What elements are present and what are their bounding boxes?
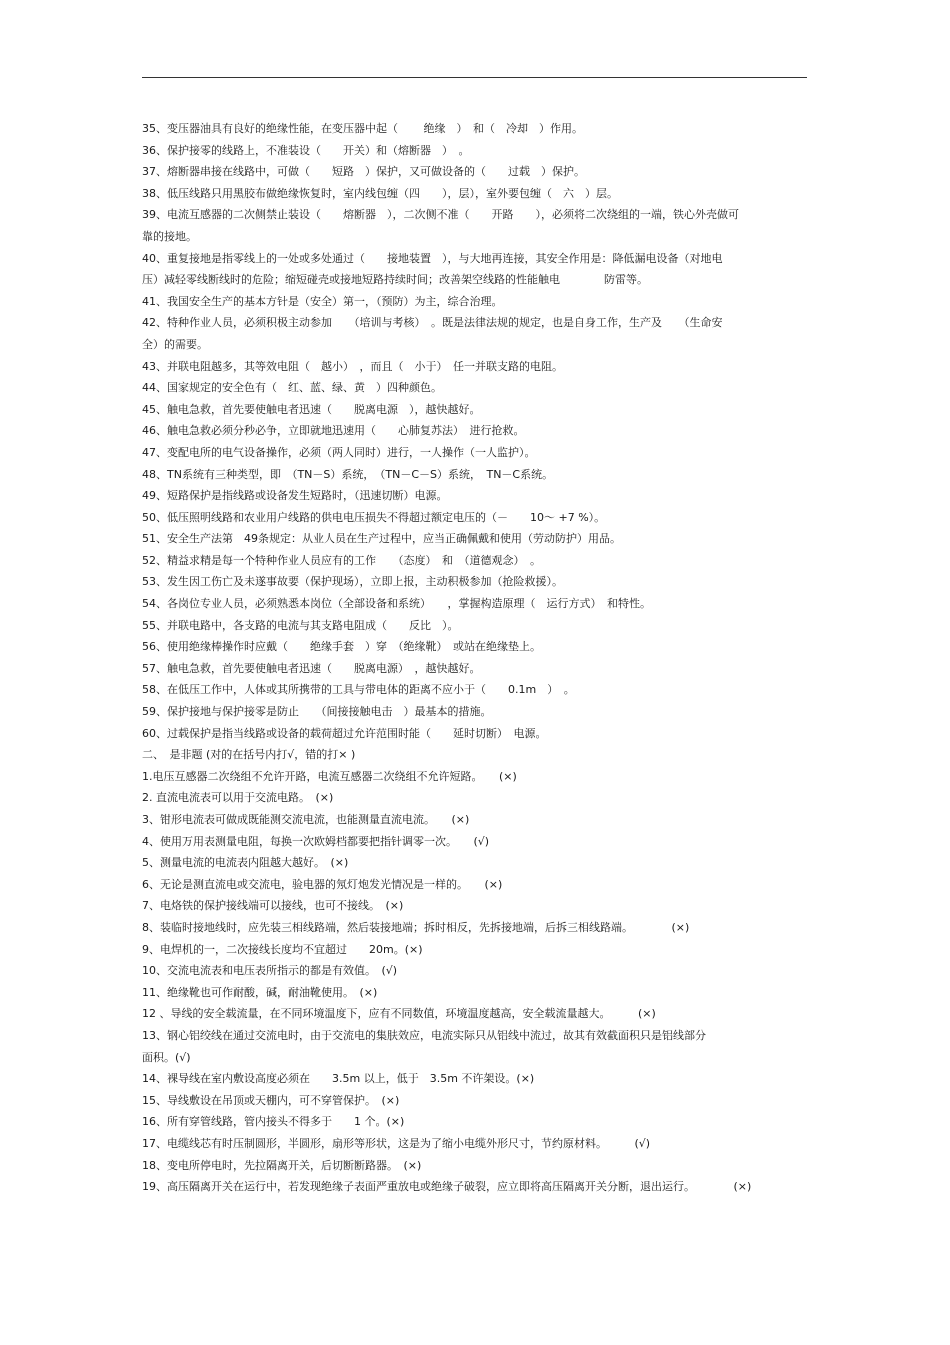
text-line: 靠的接地。 bbox=[142, 229, 197, 243]
text-line: 18、变电所停电时，先拉隔离开关，后切断断路器。 (×) bbox=[142, 1158, 422, 1172]
text-line: 二、 是非题 (对的在括号内打√，错的打× ) bbox=[142, 748, 356, 762]
text-line: 13、钢心铝绞线在通过交流电时，由于交流电的集肤效应，电流实际只从铝线中流过，故其有效截面积只是铝线部分 bbox=[142, 1028, 706, 1042]
text-line: 8、装临时接地线时，应先装三相线路端，然后装接地端；拆时相反，先拆接地端，后拆三相线路端。 (×) bbox=[142, 920, 690, 934]
text-line: 6、无论是测直流电或交流电，验电器的氖灯炮发光情况是一样的。 (×) bbox=[142, 877, 503, 891]
text-line: 14、裸导线在室内敷设高度必须在 3.5m 以上，低于 3.5m 不许架设。(×) bbox=[142, 1072, 535, 1086]
text-line: 54、各岗位专业人员，必须熟悉本岗位（全部设备和系统） ，掌握构造原理（ 运行方式） 和特性。 bbox=[142, 597, 651, 611]
text-line: 5、测量电流的电流表内阻越大越好。 (×) bbox=[142, 856, 349, 870]
text-line: 12 、导线的安全载流量，在不同环境温度下，应有不同数值，环境温度越高，安全载流量越大。 (×) bbox=[142, 1007, 656, 1021]
text-line: 9、电焊机的一，二次接线长度均不宜超过 20m。(×) bbox=[142, 942, 423, 956]
text-line: 57、触电急救，首先要使触电者迅速（ 脱离电源） ，越快越好。 bbox=[142, 661, 481, 675]
text-line: 17、电缆线芯有时压制圆形，半圆形，扇形等形状，这是为了缩小电缆外形尺寸，节约原材料。 (√) bbox=[142, 1136, 651, 1150]
text-line: 47、变配电所的电气设备操作，必须（两人同时）进行，一人操作（一人监护）。 bbox=[142, 445, 536, 459]
text-line: 51、安全生产法第 49条规定：从业人员在生产过程中，应当正确佩戴和使用（劳动防护）用品。 bbox=[142, 532, 621, 546]
text-line: 11、绝缘靴也可作耐酸，碱，耐油靴使用。 (×) bbox=[142, 985, 378, 999]
text-line: 40、重复接地是指零线上的一处或多处通过（ 接地装置 ），与大地再连接，其安全作用是：降低漏电设备（对地电 bbox=[142, 251, 723, 265]
text-line: 58、在低压工作中，人体或其所携带的工具与带电体的距离不应小于（ 0.1m ） 。 bbox=[142, 683, 575, 697]
text-line: 2. 直流电流表可以用于交流电路。 (×) bbox=[142, 791, 334, 805]
text-line: 4、使用万用表测量电阻，每换一次欧姆档都要把指针调零一次。 (√) bbox=[142, 834, 490, 848]
text-line: 52、精益求精是每一个特种作业人员应有的工作 （态度） 和 （道德观念） 。 bbox=[142, 553, 541, 567]
document-body bbox=[142, 118, 810, 1198]
text-line: 压）减轻零线断线时的危险；缩短碰壳或接地短路持续时间；改善架空线路的性能触电 防雷等。 bbox=[142, 273, 648, 287]
text-line: 19、高压隔离开关在运行中，若发现绝缘子表面严重放电或绝缘子破裂，应立即将高压隔离开关分断，退出运行。 (×) bbox=[142, 1180, 752, 1194]
text-line: 41、我国安全生产的基本方针是（安全）第一，（预防）为主，综合治理。 bbox=[142, 294, 503, 308]
text-line: 3、钳形电流表可做成既能测交流电流，也能测量直流电流。 (×) bbox=[142, 813, 470, 826]
text-line: 50、低压照明线路和农业用户线路的供电电压损失不得超过额定电压的（－ 10～ +7 %）。 bbox=[142, 510, 606, 524]
text-line: 42、特种作业人员，必须积极主动参加 （培训与考核） 。既是法律法规的规定，也是自身工作，生产及 （生命安 bbox=[142, 316, 723, 330]
text-line: 49、短路保护是指线路或设备发生短路时，（迅速切断）电源。 bbox=[142, 489, 448, 503]
text-line: 10、交流电流表和电压表所指示的都是有效值。 (√) bbox=[142, 964, 398, 978]
text-line: 面积。(√) bbox=[142, 1050, 191, 1064]
text-line: 48、TN系统有三种类型，即 （TN－S）系统， （TN－C－S）系统， TN－C系统。 bbox=[142, 467, 554, 481]
text-line: 38、低压线路只用黑胶布做绝缘恢复时，室内线包缠（四 ），层），室外要包缠（ 六 ）层。 bbox=[142, 186, 618, 200]
text-line: 全）的需要。 bbox=[142, 337, 208, 351]
text-line: 56、使用绝缘棒操作时应戴（ 绝缘手套 ）穿 （绝缘靴） 或站在绝缘垫上。 bbox=[142, 640, 541, 654]
text-line: 46、触电急救必须分秒必争，立即就地迅速用（ 心肺复苏法） 进行抢救。 bbox=[142, 424, 525, 438]
text-line: 39、电流互感器的二次侧禁止装设（ 熔断器 ），二次侧不准（ 开路 ），必须将二次绕组的一端，铁心外壳做可 bbox=[142, 208, 739, 222]
text-line: 37、熔断器串接在线路中，可做（ 短路 ）保护，又可做设备的（ 过载 ）保护。 bbox=[142, 165, 585, 179]
text-line: 55、并联电路中，各支路的电流与其支路电阻成（ 反比 ）。 bbox=[142, 618, 459, 632]
text-line: 45、触电急救，首先要使触电者迅速（ 脱离电源 ），越快越好。 bbox=[142, 402, 481, 416]
text-line: 60、过载保护是指当线路或设备的载荷超过允许范围时能（ 延时切断） 电源。 bbox=[142, 726, 547, 740]
text-line: 15、导线敷设在吊顶或天棚内，可不穿管保护。 (×) bbox=[142, 1093, 400, 1107]
text-line: 1.电压互感器二次绕组不允许开路，电流互感器二次绕组不允许短路。 (×) bbox=[142, 769, 517, 783]
text-line: 44、国家规定的安全色有（ 红、蓝、绿、黄 ）四种颜色。 bbox=[142, 381, 442, 395]
text-line: 43、并联电阻越多，其等效电阻（ 越小） ，而且（ 小于） 任一并联支路的电阻。 bbox=[142, 359, 563, 373]
text-line: 53、发生因工伤亡及未遂事故要（保护现场），立即上报，主动积极参加（抢险救援）。 bbox=[142, 575, 563, 589]
header-rule bbox=[142, 77, 807, 78]
text-line: 59、保护接地与保护接零是防止 （间接接触电击 ）最基本的措施。 bbox=[142, 705, 492, 719]
text-line: 7、电烙铁的保护接线端可以接线，也可不接线。 (×) bbox=[142, 899, 404, 913]
text-line: 35、变压器油具有良好的绝缘性能，在变压器中起（ 绝缘 ） 和（ 冷却 ）作用。 bbox=[142, 122, 583, 135]
text-line: 16、所有穿管线路，管内接头不得多于 1 个。(×) bbox=[142, 1115, 405, 1129]
text-line: 36、保护接零的线路上，不准装设（ 开关）和（熔断器 ） 。 bbox=[142, 143, 470, 157]
